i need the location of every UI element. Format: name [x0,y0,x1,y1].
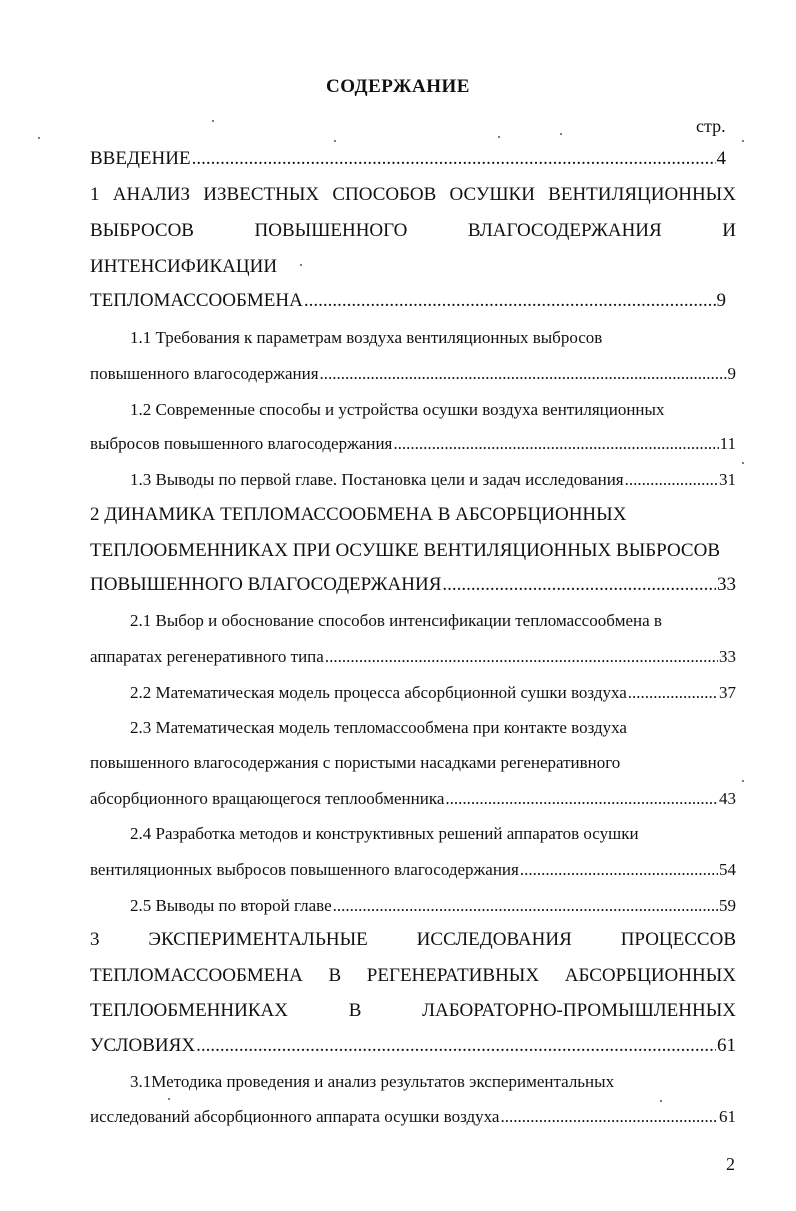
toc-entry-intro[interactable] [90,148,726,170]
scan-speck [334,140,336,142]
toc-label: аппаратах регенеративного типа [90,647,324,666]
toc-leader [442,574,716,596]
page-column-label: стр. [696,116,726,136]
toc-word: ПРОЦЕССОВ [620,929,736,950]
toc-page: 4 [716,148,726,169]
toc-section-2-1-line-2[interactable] [90,646,736,668]
toc-leader [445,788,718,810]
toc-word: И [722,220,736,241]
toc-section-1-2-line-1[interactable]: 1.2 Современные способы и устройства осушки воздуха вентиляционных [130,400,665,419]
toc-label: вентиляционных выбросов повышенного влагосодержания [90,860,519,879]
toc-section-2-4-line-2[interactable] [90,859,736,881]
scan-speck [742,780,744,782]
toc-page: 11 [719,434,736,453]
toc-word: ВЫБРОСОВ [90,220,194,241]
toc-word: В [328,965,342,986]
toc-label: повышенного влагосодержания [90,364,319,383]
scan-speck [660,1100,662,1102]
toc-leader [304,290,716,312]
toc-label: абсорбционного вращающегося теплообменника [90,789,445,808]
toc-chapter-3-line-1[interactable] [90,929,736,951]
page-title: СОДЕРЖАНИЕ [326,76,470,97]
toc-word: ИЗВЕСТНЫХ [203,184,320,205]
toc-page: 54 [719,860,736,879]
toc-chapter-1-line-4[interactable] [90,290,726,312]
toc-leader [520,859,718,881]
toc-word: ТЕПЛОМАССООБМЕНА [90,965,303,986]
toc-page: 37 [719,683,736,702]
scan-speck [498,136,500,138]
toc-word: АБСОРБЦИОННЫХ [564,965,736,986]
toc-section-1-1-line-2[interactable] [90,363,736,385]
toc-section-2-2[interactable] [130,682,736,704]
scan-speck [742,140,744,142]
toc-section-2-5[interactable] [130,895,736,917]
toc-label: 1.3 Выводы по первой главе. Постановка цели и задач исследования [130,470,624,489]
toc-label: выбросов повышенного влагосодержания [90,434,393,453]
scan-speck [168,1098,170,1100]
toc-page: 33 [717,574,736,595]
toc-word: ИССЛЕДОВАНИЯ [416,929,572,950]
toc-label: 2.2 Математическая модель процесса абсорбционной сушки воздуха [130,683,627,702]
toc-word: СПОСОБОВ [332,184,437,205]
toc-section-2-3-line-1[interactable]: 2.3 Математическая модель тепломассообмена при контакте воздуха [130,718,627,737]
toc-section-3-1-line-2[interactable] [90,1106,736,1128]
toc-word: ОСУШКИ [449,184,535,205]
toc-word: ЛАБОРАТОРНО-ПРОМЫШЛЕННЫХ [422,1000,736,1021]
toc-word: ЭКСПЕРИМЕНТАЛЬНЫЕ [148,929,368,950]
toc-page: 59 [719,896,736,915]
toc-word: АНАЛИЗ [112,184,191,205]
toc-page: 43 [719,789,736,808]
toc-word: 1 [90,184,100,205]
scan-speck [560,133,562,135]
toc-page: 9 [716,290,726,311]
toc-label: УСЛОВИЯХ [90,1035,196,1056]
toc-page: 9 [727,364,736,383]
toc-label: ТЕПЛОМАССООБМЕНА [90,290,303,311]
toc-page: 61 [717,1035,736,1056]
toc-chapter-3-line-4[interactable] [90,1035,736,1057]
toc-leader [196,1035,716,1057]
toc-chapter-1-line-1[interactable] [90,184,736,206]
toc-leader [625,469,718,491]
toc-leader [325,646,718,668]
toc-label: ПОВЫШЕННОГО ВЛАГОСОДЕРЖАНИЯ [90,574,442,595]
toc-leader [192,148,716,170]
toc-section-2-3-line-3[interactable] [90,788,736,810]
toc-section-1-1-line-1[interactable]: 1.1 Требования к параметрам воздуха вентиляционных выбросов [130,328,603,347]
toc-leader [628,682,718,704]
toc-word: ТЕПЛООБМЕННИКАХ [90,1000,288,1021]
scan-speck [300,264,302,266]
toc-leader [333,895,718,917]
toc-chapter-1-line-2[interactable] [90,220,736,242]
toc-section-1-3[interactable] [130,469,736,491]
toc-chapter-3-line-3[interactable] [90,1000,736,1022]
toc-word: ВЕНТИЛЯЦИОННЫХ [548,184,736,205]
page-number: 2 [726,1154,735,1174]
toc-leader [500,1106,718,1128]
toc-section-3-1-line-1[interactable]: 3.1Методика проведения и анализ результатов экспериментальных [130,1072,615,1091]
toc-word: В [348,1000,362,1021]
toc-word: РЕГЕНЕРАТИВНЫХ [366,965,540,986]
toc-label: исследований абсорбционного аппарата осушки воздуха [90,1107,500,1126]
toc-word: ПОВЫШЕННОГО [254,220,408,241]
toc-label: ВВЕДЕНИЕ [90,148,191,169]
toc-chapter-1-line-3[interactable]: ИНТЕНСИФИКАЦИИ [90,256,278,277]
toc-section-2-1-line-1[interactable]: 2.1 Выбор и обоснование способов интенсификации тепломассообмена в [130,611,662,630]
toc-section-2-4-line-1[interactable]: 2.4 Разработка методов и конструктивных решений аппаратов осушки [130,824,639,843]
toc-chapter-2-line-3[interactable] [90,574,736,596]
toc-word: ВЛАГОСОДЕРЖАНИЯ [467,220,662,241]
scan-speck [742,462,744,464]
scan-speck [212,120,214,122]
toc-chapter-2-line-1[interactable]: 2 ДИНАМИКА ТЕПЛОМАССООБМЕНА В АБСОРБЦИОННЫХ [90,504,627,525]
scan-speck [38,137,40,139]
toc-page: 31 [719,470,736,489]
toc-page: 33 [719,647,736,666]
toc-leader [320,363,727,385]
toc-section-2-3-line-2[interactable]: повышенного влагосодержания с пористыми насадками регенеративного [90,753,621,772]
toc-page: 61 [719,1107,736,1126]
toc-label: 2.5 Выводы по второй главе [130,896,332,915]
toc-word: 3 [90,929,100,950]
toc-chapter-3-line-2[interactable] [90,965,736,987]
toc-section-1-2-line-2[interactable] [90,433,736,455]
toc-chapter-2-line-2[interactable]: ТЕПЛООБМЕННИКАХ ПРИ ОСУШКЕ ВЕНТИЛЯЦИОННЫХ ВЫБРОСОВ [90,540,720,561]
toc-leader [393,433,718,455]
